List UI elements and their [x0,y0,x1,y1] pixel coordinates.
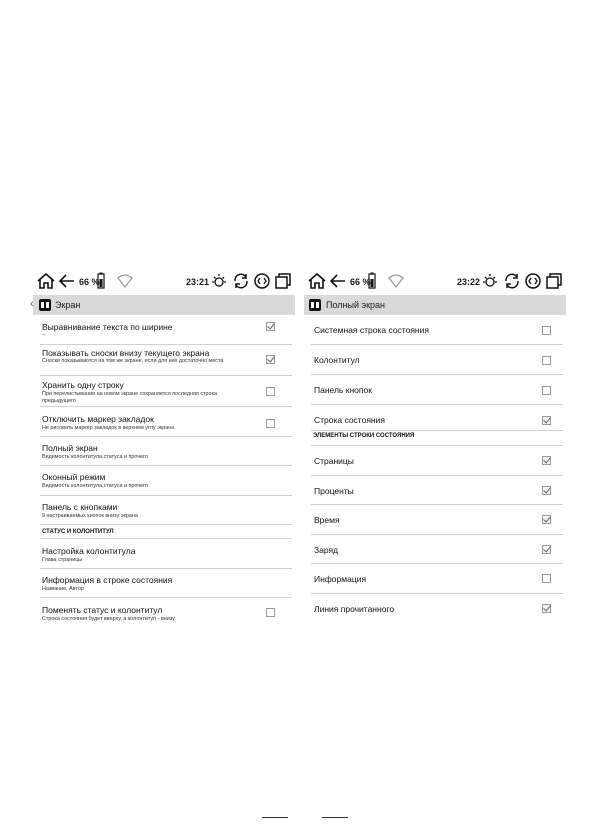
item-title: Строка состояния [314,415,385,425]
checkbox[interactable] [542,545,551,554]
item-subtitle: Название, Автор [42,586,84,592]
refresh-icon[interactable] [232,272,250,290]
checkbox[interactable] [266,355,275,364]
list-item[interactable] [40,315,292,345]
brightness-icon[interactable] [481,272,499,290]
list-item[interactable] [40,569,292,598]
checkbox[interactable] [542,604,551,613]
clock: 23:21 [186,277,210,287]
list-item[interactable] [311,446,563,476]
section-header [311,431,563,446]
book-icon [39,299,51,311]
item-subtitle: Сноски показываются на том же экране, если для них достаточно места [42,358,224,364]
list-item[interactable] [311,375,563,405]
list-item[interactable] [311,564,563,594]
back-chevron-icon[interactable]: ‹ [30,298,34,310]
item-title: Проценты [314,486,354,496]
bottom-mark-left [262,817,288,818]
battery-icon [368,272,376,290]
checkbox[interactable] [266,608,275,617]
list-item[interactable] [40,598,292,624]
settings-list [33,315,295,624]
book-icon [309,299,321,311]
item-subtitle: Видимость колонтитула,статуса и прочего [42,454,148,460]
brightness-icon[interactable] [210,272,228,290]
status-bar [33,268,295,295]
item-title: Хранить одну строку [42,380,124,390]
item-title: Время [314,515,340,525]
item-subtitle: Строка состояния будет вверху, а колонтитул - внизу [42,616,175,622]
item-title: Оконный режим [42,472,106,482]
windows-icon[interactable] [545,272,563,290]
checkbox[interactable] [266,387,275,396]
page-title: Полный экран [326,300,386,310]
item-title: Страницы [314,456,354,466]
list-item[interactable] [311,315,563,345]
left-screenshot [30,268,295,628]
item-title: Выравнивание текста по ширине [42,322,173,332]
item-title: Панель с кнопками [42,502,118,512]
battery-percent: 66 % [350,277,371,287]
page-title: Экран [55,300,81,310]
status-bar [304,268,566,295]
item-title: Полный экран [42,443,98,453]
checkbox[interactable] [542,386,551,395]
wifi-icon [387,272,405,290]
item-title: Поменять статус и колонтитул [42,605,163,615]
list-item[interactable] [40,437,292,466]
list-item[interactable] [40,496,292,525]
list-item[interactable] [311,505,563,535]
item-title: Отключить маркер закладок [42,414,154,424]
item-title: Показывать сноски внизу текущего экрана [42,348,210,358]
item-title: Информация в строке состояния [42,575,173,585]
item-subtitle: Глава страницы [42,557,83,563]
list-item[interactable] [311,535,563,564]
item-title: Системная строка состояния [314,325,429,335]
item-title: Информация [314,574,367,584]
item-subtitle: Видимость колонтитула,статуса и прочего [42,483,148,489]
list-item[interactable] [311,405,563,431]
section-title: СТАТУС И КОЛОНТИТУЛ [42,529,114,535]
windows-icon[interactable] [274,272,292,290]
checkbox[interactable] [542,456,551,465]
battery-percent: 66 % [79,277,100,287]
section-header [40,525,292,539]
list-item[interactable] [40,376,292,407]
back-arrow-icon[interactable] [329,272,347,290]
checkbox[interactable] [542,486,551,495]
bottom-mark-right [322,817,348,818]
back-arrow-icon[interactable] [58,272,76,290]
title-bar[interactable] [304,295,566,315]
title-bar[interactable] [30,295,295,315]
clock: 23:22 [457,277,481,287]
wifi-icon [116,272,134,290]
item-title: Колонтитул [314,355,360,365]
home-icon[interactable] [36,272,56,290]
rotate-icon[interactable] [524,272,542,290]
item-subtitle: Не рисовать маркер закладок в верхнем углу экрана [42,425,175,431]
settings-list [304,315,566,622]
checkbox[interactable] [542,515,551,524]
right-screenshot [304,268,566,628]
rotate-icon[interactable] [253,272,271,290]
refresh-icon[interactable] [503,272,521,290]
checkbox[interactable] [266,419,275,428]
item-subtitle: -- [42,332,46,338]
checkbox[interactable] [542,326,551,335]
item-title: Линия прочитанного [314,604,395,614]
list-item[interactable] [311,345,563,375]
list-item[interactable] [311,594,563,622]
item-subtitle: 9 настраиваемых кнопок внизу экрана [42,513,138,519]
section-title: ЭЛЕМЕНТЫ СТРОКИ СОСТОЯНИЯ [313,433,415,439]
home-icon[interactable] [307,272,327,290]
item-title: Панель кнопок [314,385,372,395]
list-item[interactable] [40,407,292,437]
list-item[interactable] [40,539,292,569]
battery-icon [97,272,105,290]
item-title: Заряд [314,545,339,555]
list-item[interactable] [40,345,292,376]
checkbox[interactable] [542,574,551,583]
checkbox[interactable] [266,322,275,331]
checkbox[interactable] [542,416,551,425]
item-title: Настройка колонтитула [42,546,136,556]
checkbox[interactable] [542,356,551,365]
item-subtitle: При перелистывании на новом экране сохраняется последняя строка предыдущего [42,391,217,404]
list-item[interactable] [311,476,563,505]
list-item[interactable] [40,466,292,496]
